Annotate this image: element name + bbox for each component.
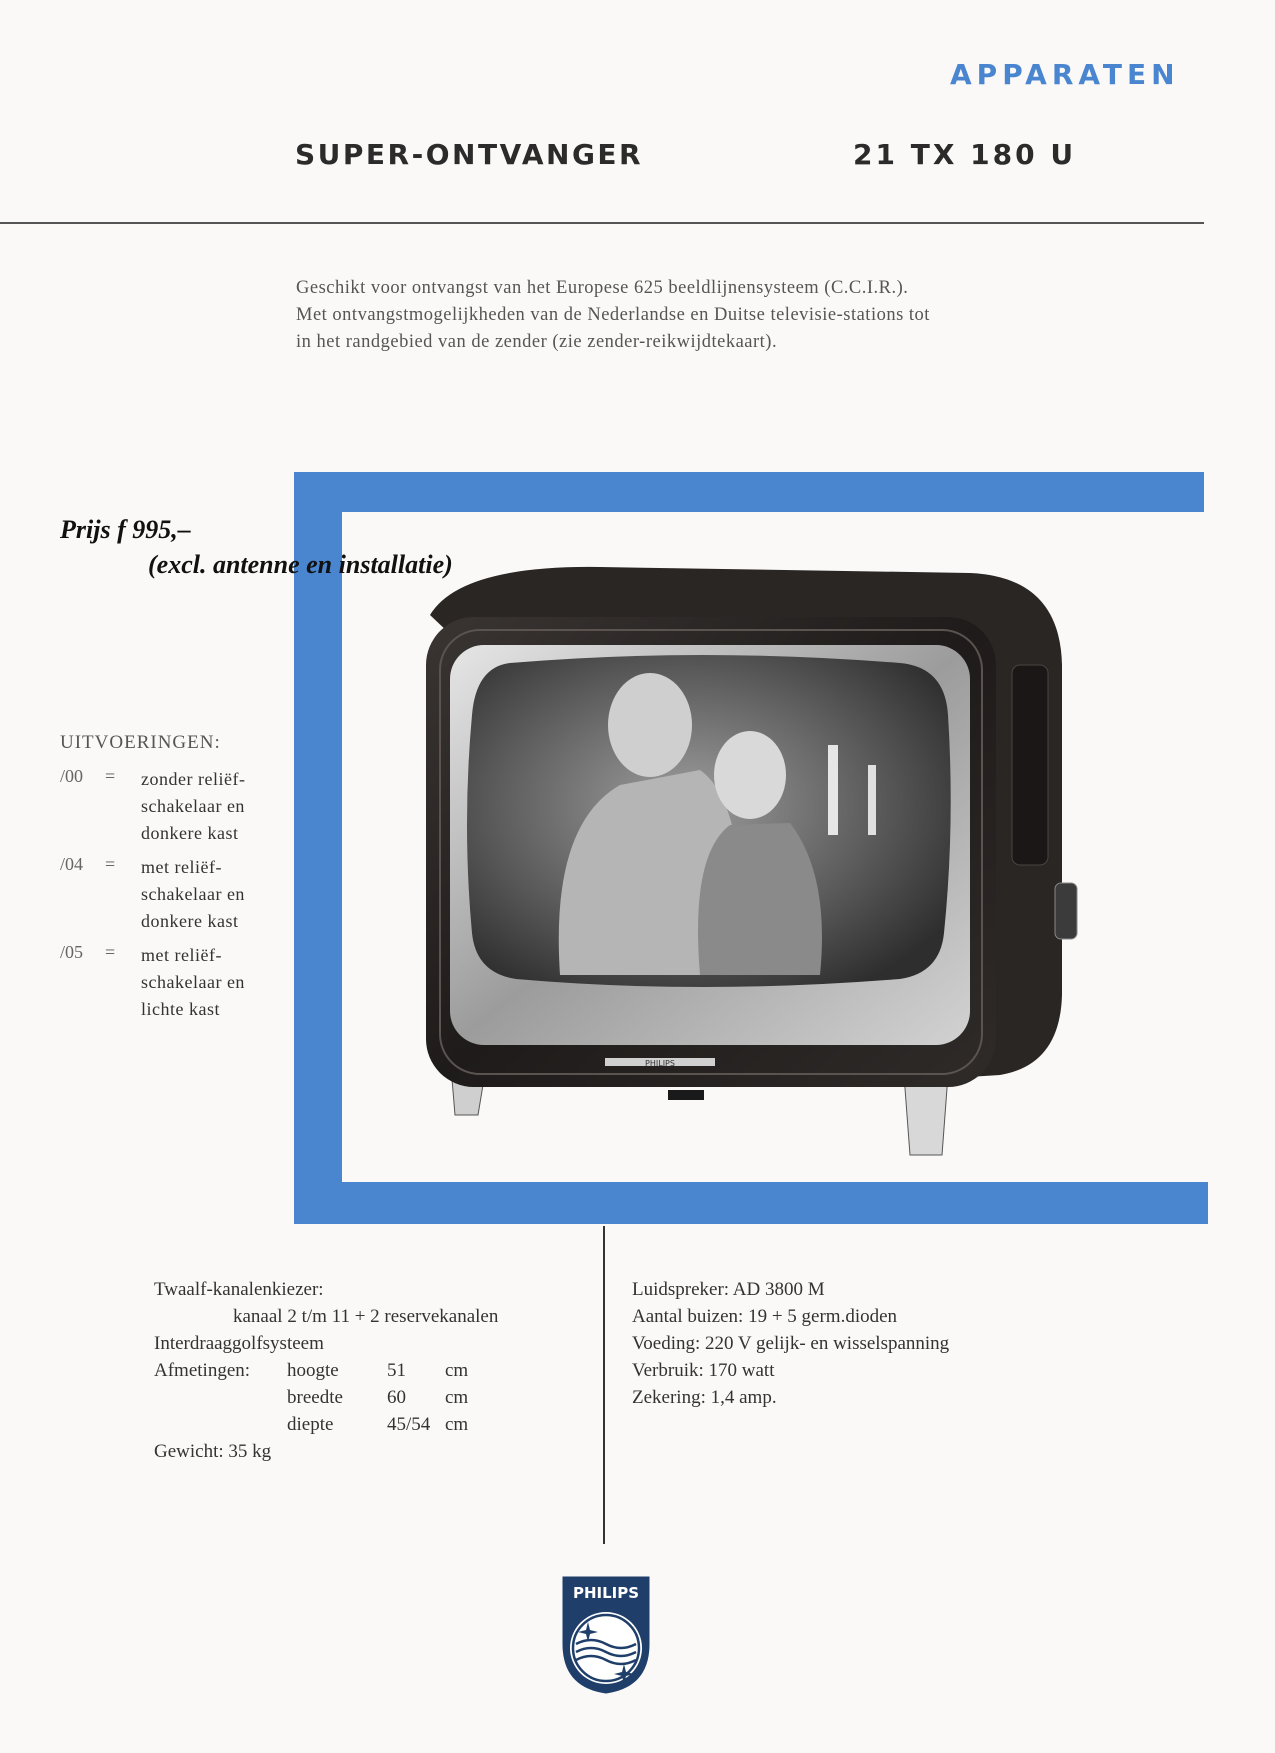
section-label: APPARATEN <box>950 58 1180 91</box>
variant-line: schakelaar en <box>141 972 245 992</box>
dimension-name: breedte <box>287 1387 343 1408</box>
equals-sign: = <box>105 854 116 874</box>
channel-selector-label: Twaalf-kanalenkiezer: <box>154 1279 324 1300</box>
variant-description <box>141 854 271 935</box>
logo-text: PHILIPS <box>572 1584 640 1602</box>
variant-line: donkere kast <box>141 911 239 931</box>
variant-description <box>141 766 271 847</box>
specs-right <box>632 1276 949 1411</box>
specs-left <box>154 1276 498 1465</box>
variant-line: donkere kast <box>141 823 239 843</box>
variant-code: /00 <box>60 766 84 786</box>
variant-item <box>60 766 271 847</box>
weight-value: Gewicht: 35 kg <box>154 1441 272 1462</box>
intro-paragraph <box>296 275 1056 356</box>
variant-code: /04 <box>60 854 84 874</box>
dimension-unit: cm <box>445 1360 469 1381</box>
variant-line: lichte kast <box>141 999 220 1019</box>
dimension-name: diepte <box>287 1414 334 1435</box>
tv-brand-label: PHILIPS <box>645 1059 675 1068</box>
price-note: (excl. antenne en installatie) <box>148 550 453 579</box>
variant-line: schakelaar en <box>141 884 245 904</box>
specs-divider <box>603 1226 605 1544</box>
dimension-value: 60 <box>387 1387 406 1408</box>
variants-heading: UITVOERINGEN: <box>60 732 221 753</box>
variant-description <box>141 942 271 1023</box>
header-divider <box>0 222 1204 224</box>
price: Prijs f 995,– <box>60 515 191 544</box>
spec-consumption: Verbruik: 170 watt <box>632 1360 775 1381</box>
system-label: Interdraaggolfsysteem <box>154 1333 324 1354</box>
frame-bottom-bar <box>302 1182 1208 1224</box>
variant-line: zonder reliëf- <box>141 769 246 789</box>
product-title: SUPER-ONTVANGER <box>295 138 644 171</box>
price-block <box>60 512 453 582</box>
frame-top-bar <box>294 472 1204 512</box>
spec-tubes: Aantal buizen: 19 + 5 germ.dioden <box>632 1306 898 1327</box>
dimension-row <box>154 1357 498 1384</box>
channels-value: kanaal 2 t/m 11 + 2 reservekanalen <box>233 1306 499 1327</box>
dimension-unit: cm <box>445 1414 469 1435</box>
dimension-name: hoogte <box>287 1360 339 1381</box>
variant-line: schakelaar en <box>141 796 245 816</box>
variant-code: /05 <box>60 942 84 962</box>
equals-sign: = <box>105 766 116 786</box>
television-image <box>400 555 1100 1175</box>
dimensions-label: Afmetingen: <box>154 1360 251 1381</box>
dimension-row <box>154 1384 498 1411</box>
dimension-value: 45/54 <box>387 1414 431 1435</box>
dimension-value: 51 <box>387 1360 406 1381</box>
spec-fuse: Zekering: 1,4 amp. <box>632 1387 777 1408</box>
variant-line: met reliëf- <box>141 945 222 965</box>
variant-line: met reliëf- <box>141 857 222 877</box>
dimension-row <box>154 1411 498 1438</box>
dimension-unit: cm <box>445 1387 469 1408</box>
intro-line: in het randgebied van de zender (zie zender-reikwijdtekaart). <box>296 332 778 352</box>
intro-line: Met ontvangstmogelijkheden van de Nederlandse en Duitse televisie-stations tot <box>296 305 930 325</box>
spec-speaker: Luidspreker: AD 3800 M <box>632 1279 825 1300</box>
variant-item <box>60 942 271 1023</box>
spec-power-supply: Voeding: 220 V gelijk- en wisselspanning <box>632 1333 950 1354</box>
intro-line: Geschikt voor ontvangst van het Europese 625 beeldlijnensysteem (C.C.I.R.). <box>296 278 909 298</box>
equals-sign: = <box>105 942 116 962</box>
frame-left-bar <box>294 472 342 1224</box>
model-code: 21 TX 180 U <box>853 138 1077 171</box>
variant-item <box>60 854 271 935</box>
philips-logo <box>560 1574 652 1696</box>
variants-list <box>60 732 271 1030</box>
